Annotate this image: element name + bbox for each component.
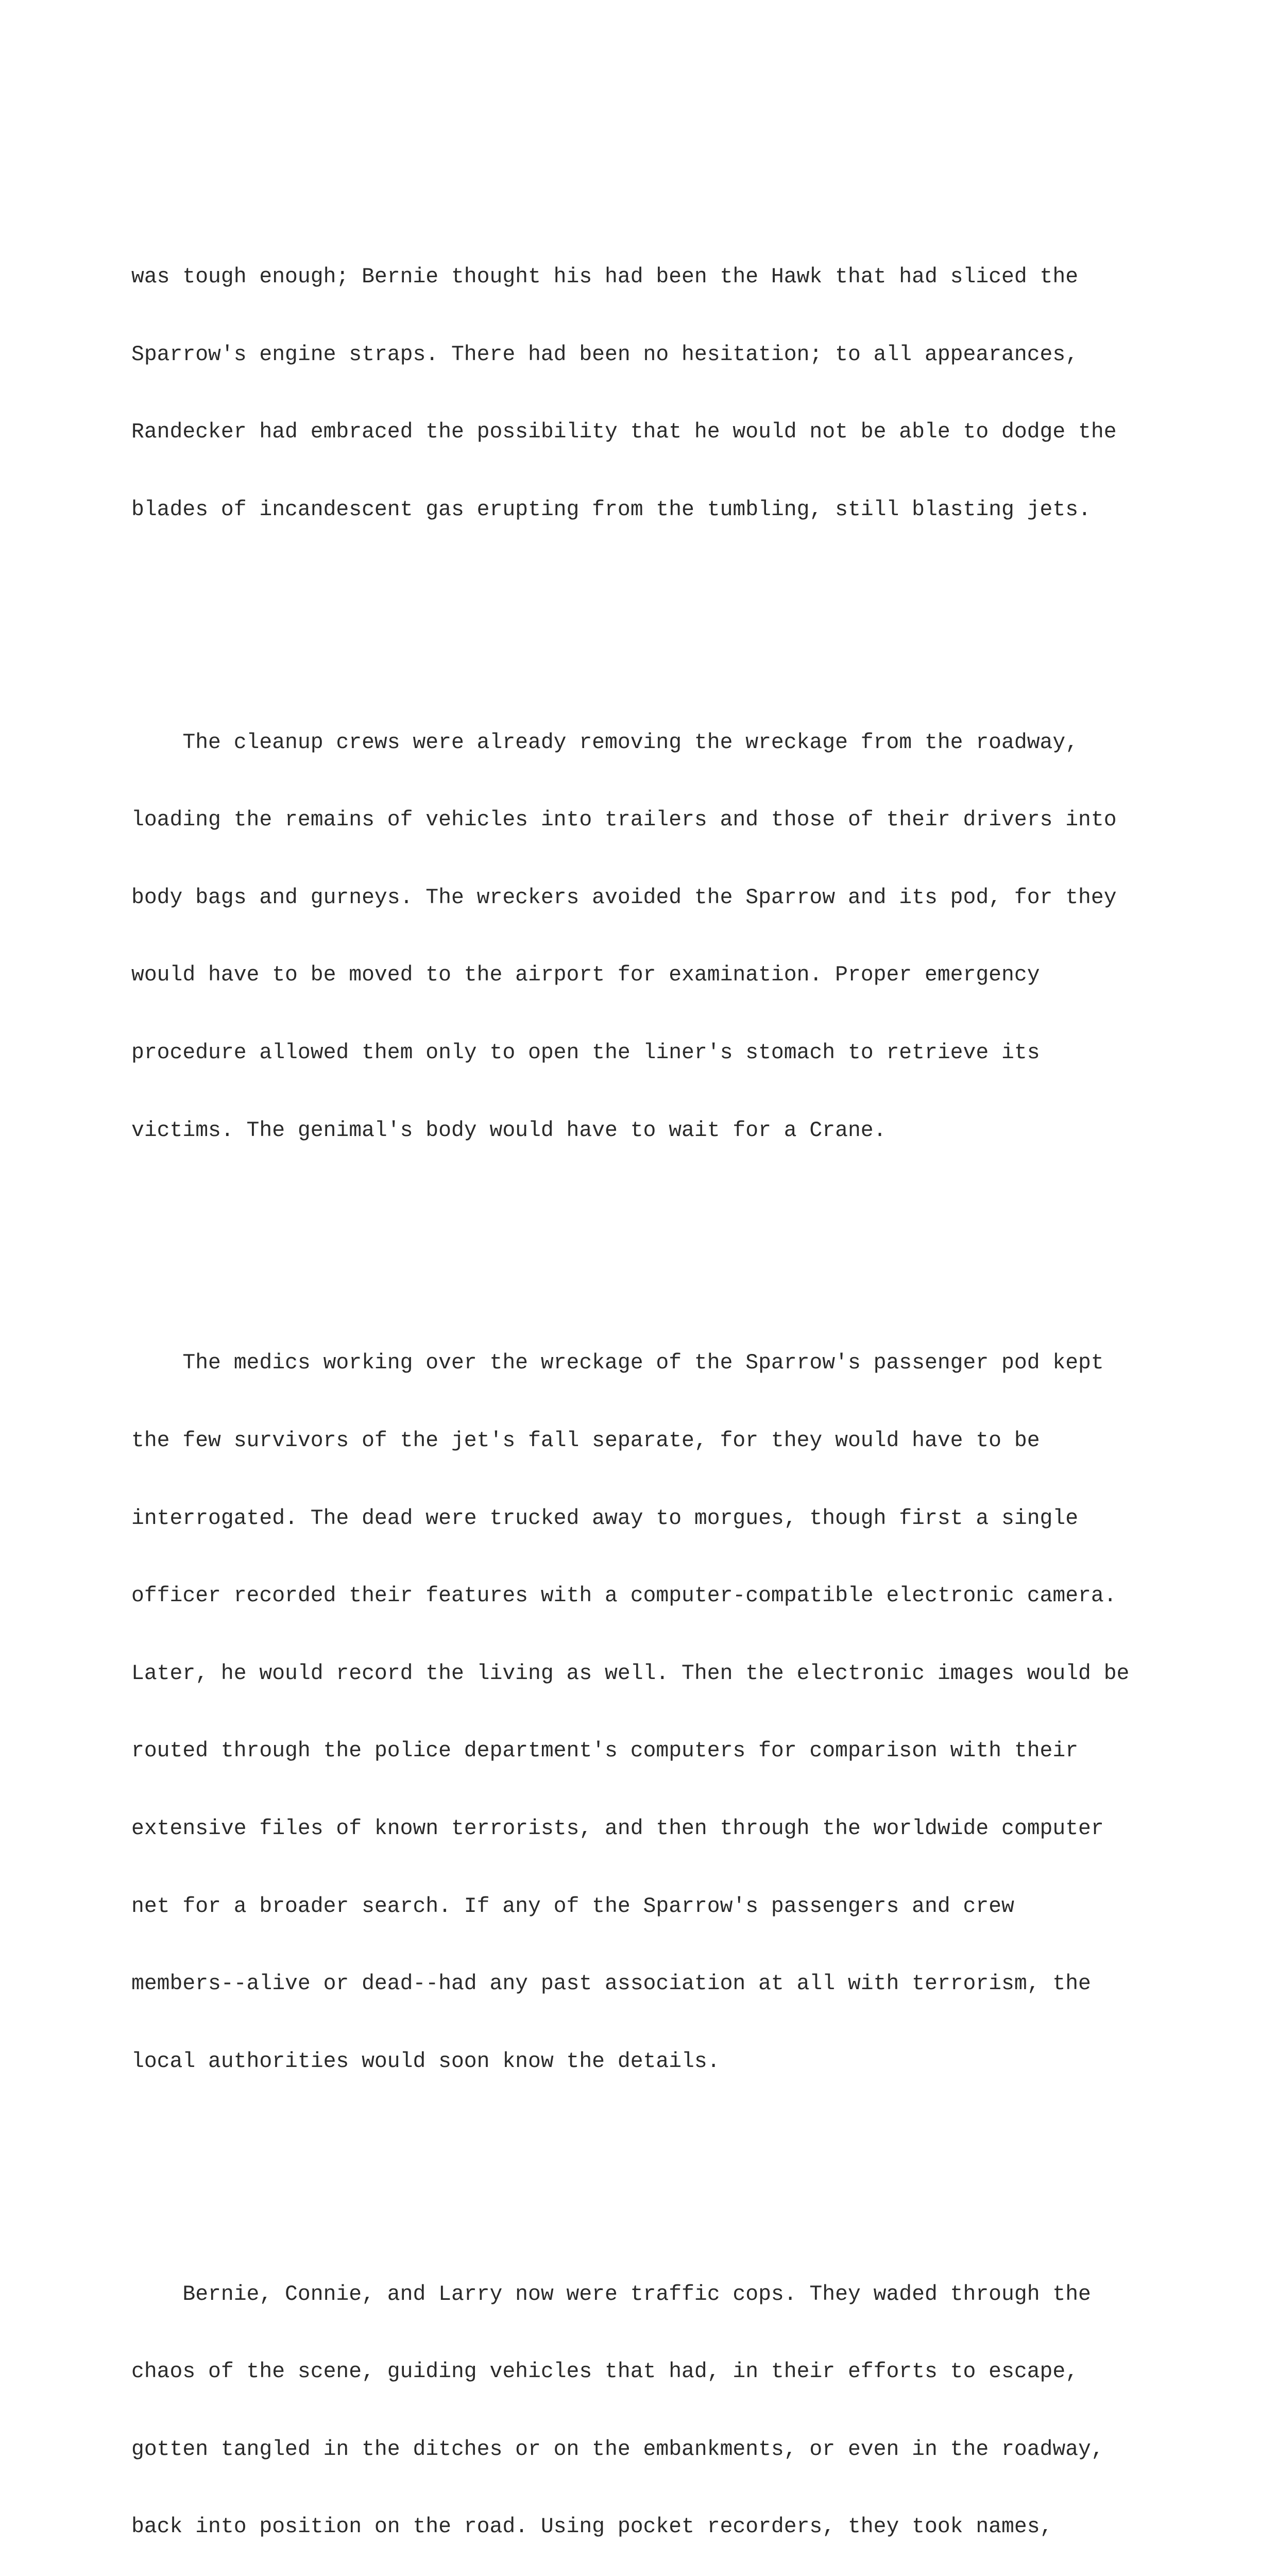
text-line: Sparrow's engine straps. There had been no hesitation; to all appearances, <box>131 343 1079 367</box>
text-line: The medics working over the wreckage of the Sparrow's passenger pod kept <box>131 1351 1104 1376</box>
text-line: body bags and gurneys. The wreckers avoided the Sparrow and its pod, for they <box>131 886 1117 910</box>
text-line: the few survivors of the jet's fall separate, for they would have to be <box>131 1429 1040 1453</box>
text-line: net for a broader search. If any of the Sparrow's passengers and crew <box>131 1894 1014 1919</box>
text-line: back into position on the road. Using pocket recorders, they took names, <box>131 2515 1053 2539</box>
text-line: would have to be moved to the airport for examination. Proper emergency <box>131 963 1040 988</box>
text-line: victims. The genimal's body would have to wait for a Crane. <box>131 1118 887 1143</box>
text-line: officer recorded their features with a computer-compatible electronic camera. <box>131 1584 1117 1608</box>
text-line: local authorities would soon know the details. <box>131 2049 720 2074</box>
text-line: loading the remains of vehicles into trailers and those of their drivers into <box>131 808 1117 833</box>
text-line: members--alive or dead--had any past association at all with terrorism, the <box>131 1972 1091 1996</box>
text-line: procedure allowed them only to open the liner's stomach to retrieve its <box>131 1041 1040 1065</box>
text-line: chaos of the scene, guiding vehicles that had, in their efforts to escape, <box>131 2360 1079 2384</box>
text-line: routed through the police department's computers for comparison with their <box>131 1739 1079 1764</box>
text-line: Later, he would record the living as well. Then the electronic images would be <box>131 1662 1130 1686</box>
text-line: gotten tangled in the ditches or on the embankments, or even in the roadway, <box>131 2437 1104 2462</box>
text-line: extensive files of known terrorists, and then through the worldwide computer <box>131 1817 1104 1841</box>
text-line: was tough enough; Bernie thought his had been the Hawk that had sliced the <box>131 265 1079 290</box>
paragraph <box>131 2230 1162 2576</box>
text-line: Randecker had embraced the possibility that he would not be able to dodge the <box>131 420 1117 445</box>
paragraph <box>131 1299 1162 2126</box>
text-line: interrogated. The dead were trucked away to morgues, though first a single <box>131 1506 1079 1531</box>
body-text <box>131 135 1162 2576</box>
text-line: Bernie, Connie, and Larry now were traffic cops. They waded through the <box>131 2282 1091 2307</box>
text-line: The cleanup crews were already removing the wreckage from the roadway, <box>131 731 1079 755</box>
paragraph <box>131 213 1162 575</box>
text-line: blades of incandescent gas erupting from the tumbling, still blasting jets. <box>131 498 1091 522</box>
paragraph <box>131 678 1162 1195</box>
